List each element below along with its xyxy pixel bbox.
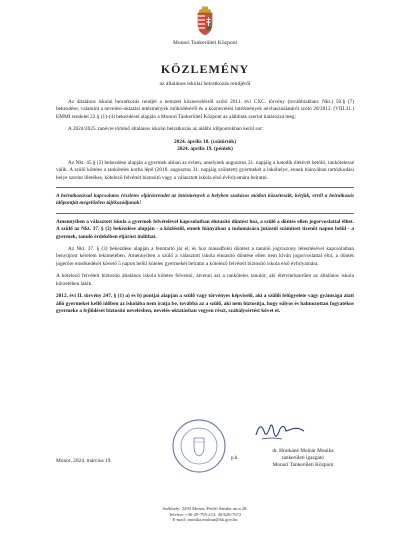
organization-name: Monori Tankerületi Központ (172, 40, 238, 46)
procedure-notice: A beiratkozással kapcsolatos részletes eljárásrendet az intézmények a helyben szokásos módon közzéteszik, kérjük, erről a beiratkozás időpontját megelőzően tájékozódjanak! (56, 193, 354, 207)
signer-role: tankerületi igazgató (282, 455, 324, 461)
divider (56, 213, 354, 214)
stamp-placeholder-label: p.h. (231, 456, 239, 461)
enrollment-dates (56, 139, 354, 154)
mandatory-admission-paragraph: A kötelező felvételt biztosító általános iskola köteles felvenni, átvenni azt a tanköteles tanulót, aki életvitelszerűen az általános iskola körzetében lakik. (56, 273, 354, 287)
official-stamp-icon (171, 418, 227, 474)
page-footer (0, 506, 410, 523)
footer-email: E-mail: monika.molnar@kk.gov.hu (172, 517, 238, 523)
coat-of-arms-icon (195, 6, 215, 36)
secondary-decision-paragraph: Az Nkt. 37. § (3) bekezdése alapján a fenntartó jár el, és hoz másodfokú döntést a tanulói jogviszony létesítésével kapcsolatban benyújtott kérelem tekintetében. Amennyiben a szülő a választott iskola elutasító döntése ellen nem kíván jogorvoslattal élni, a döntés jogerőre emelkedését követő 5 napon belül köteles gyermekét beíratni a kötelező felvételt biztosító iskola első évfolyamára. (56, 246, 354, 267)
notice-subtitle: az általános iskolai beiratkozás rendjéről (159, 81, 251, 87)
misdemeanor-paragraph: 2012. évi II. törvény 247. § (1) a) és b) pontjai alapján a szülő vagy törvényes képviselő, aki a szülői felügyelete vagy gyámsága alatt álló gyermeket kellő időben az iskolába nem íratja be, továbbá az a szülő, aki nem biztosítja, hogy súlyos és halmozottan fogyatékos gyermeke a fejlődését biztosító nevelésben, nevelés-oktatásban vegyen részt, szabálysértést követ el. (56, 293, 354, 314)
footer-phone: Telefon: +36-29-795-212; 30/628-7672 (168, 511, 242, 517)
divider (56, 187, 354, 188)
intro-paragraph: Az általános iskolai beiratkozás rendjét a nemzeti köznevelésről szóló 2011. évi CXC. törvény (továbbiakban: Nkt.) 50.§ (7) bekezdése, valamint a nevelési-oktatási intézmények működéséről és a köznevelési intézmények névhasználatáról szóló 20/2012. (VIII.31.) EMMI rendelet 22.§ (1)-(4) bekezdései alapján a Monori Tankerületi Központ az alábbiak szerint határozza meg: (56, 99, 354, 120)
enrollment-dates-intro: A 2024/2025. tanévre történő általános iskolai beiratkozás az alábbi időpontokban kerül sor: (68, 126, 264, 133)
appeal-paragraph: Amennyiben a választott iskola a gyermek felvételével kapcsolatban elutasító döntést hoz, a szülő a döntés ellen jogorvoslattal élhet. A szülő az Nkt. 37. § (2) bekezdése alapján - a közléstől, ennek hiányában a tudomására jutástól számított tizenöt napon belül - a gyermek, tanuló érdekében eljárást indíthat. (56, 218, 354, 240)
signer-organization: Monori Tankerületi Központ (272, 462, 334, 468)
footer-address: Székhely: 2200 Monor, Petőfi Sándor utca 28. (162, 506, 248, 511)
enrollment-date-1: 2024. április 18. (csütörtök) (174, 138, 236, 145)
place-and-date: Monor, 2024. március 19. (56, 458, 112, 464)
signer-block (248, 448, 358, 469)
enrollment-date-2: 2024. április 19. (péntek) (177, 146, 233, 153)
compulsory-school-paragraph: Az Nkt. 45.§ (2) bekezdése alapján a gyermek abban az évben, amelynek augusztus 31. napjáig a hatodik életévét betölti, tankötelessé válik. A szülő köteles a tanköteles korba lépő (2018. augusztus 31. napjáig született) gyermekét a lakóhelye, ennek hiányában tartózkodási helye szerint illetékes, kötelező felvételt biztosító vagy a választott iskola első évfolyamára beíratni. (56, 159, 354, 181)
notice-title: KÖZLEMÉNY (160, 62, 250, 76)
notice-body (56, 99, 354, 320)
signer-name: dr. Hrutkáné Molnár Monika (272, 448, 334, 454)
signature-icon (252, 417, 312, 445)
